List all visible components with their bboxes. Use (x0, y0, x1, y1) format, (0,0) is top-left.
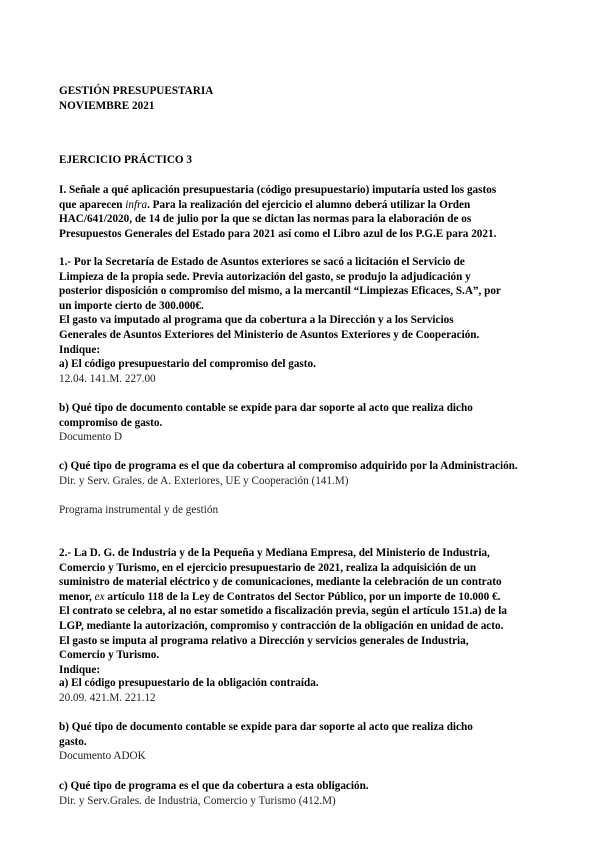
case-2-line: suministro de material eléctrico y de comunicaciones, mediante la celebración de un contrato (59, 576, 502, 589)
document-title: GESTIÓN PRESUPUESTARIA (59, 85, 214, 97)
case-1-statement (59, 255, 559, 357)
answer-text: Documento D (59, 431, 123, 444)
case-2-line: Comercio y Turismo, en el ejercicio presupuestario de 2021, realiza la adquisición de un (59, 561, 477, 574)
case-2-statement (59, 546, 559, 677)
answer-text: Dir. y Serv.Grales. de Industria, Comercio y Turismo (412.M) (59, 794, 336, 807)
intro-line (59, 198, 559, 213)
intro-emphasis: infra (125, 198, 148, 211)
intro-line: Presupuestos Generales del Estado para 2021 así como el Libro azul de los P.G.E para 2021. (59, 227, 497, 240)
case-1-line: Indique: (59, 343, 101, 356)
question-text: b) Qué tipo de documento contable se expide para dar soporte al acto que realiza dicho (59, 721, 473, 733)
case-1-line: El gasto va imputado al programa que da cobertura a la Dirección y a los Servicios (59, 314, 454, 327)
intro-text: que aparecen (59, 198, 126, 211)
intro-line: I. Señale a qué aplicación presupuestaria (código presupuestario) imputaría usted los gastos (59, 184, 497, 196)
case-1-line: un importe cierto de 300.000€. (59, 299, 204, 312)
case-1-program-note: Programa instrumental y de gestión (59, 504, 219, 516)
case-2-line: El gasto se imputa al programa relativo a Dirección y servicios generales de Industria, (59, 634, 469, 647)
case-2-question-c (59, 779, 559, 808)
case-1-question-c (59, 459, 559, 488)
question-text: c) Qué tipo de programa es el que da cobertura al compromiso adquirido por la Administración. (59, 460, 518, 472)
answer-text: 20.09. 421.M. 221.12 (59, 691, 156, 704)
answer-text: Documento ADOK (59, 750, 146, 763)
case-2-question-a (59, 676, 559, 705)
case-1-line: Generales de Asuntos Exteriores del Ministerio de Asuntos Exteriores y de Cooperación. (59, 328, 480, 341)
document-date: NOVIEMBRE 2021 (59, 99, 155, 112)
document-header (59, 84, 559, 113)
answer-text: Dir. y Serv. Grales. de A. Exteriores, UE y Cooperación (141.M) (59, 474, 349, 487)
answer-text: 12.04. 141.M. 227.00 (59, 372, 156, 385)
case-2-line: 2.- La D. G. de Industria y de la Pequeña y Mediana Empresa, del Ministerio de Industria, (59, 547, 490, 559)
case-2-text: artículo 118 de la Ley de Contratos del Sector Público, por un importe de 10.000 €. (104, 590, 501, 603)
case-1-line: posterior disposición o compromiso del mismo, a la mercantil “Limpiezas Eficaces, S.A”, por (59, 285, 501, 298)
case-2-line: LGP, mediante la autorización, compromiso y contracción de la obligación en unidad de acto. (59, 619, 504, 632)
question-text: b) Qué tipo de documento contable se expide para dar soporte al acto que realiza dicho (59, 402, 473, 414)
question-text: a) El código presupuestario del compromiso del gasto. (59, 358, 316, 370)
case-1-line: Limpieza de la propia sede. Previa autorización del gasto, se produjo la adjudicación y (59, 270, 471, 283)
intro-paragraph (59, 183, 559, 241)
question-text: compromiso de gasto. (59, 416, 163, 429)
case-2-text: menor, (59, 590, 95, 603)
question-text: gasto. (59, 735, 87, 748)
case-2-line: El contrato se celebra, al no estar sometido a fiscalización previa, según el artículo 151.a) de la (59, 605, 507, 618)
intro-text: . Para la realización del ejercicio el alumno deberá utilizar la Orden (147, 198, 471, 211)
question-text: c) Qué tipo de programa es el que da cobertura a esta obligación. (59, 780, 369, 792)
question-text: a) El código presupuestario de la obligación contraída. (59, 677, 319, 689)
case-1-question-a (59, 357, 559, 386)
case-2-line: Comercio y Turismo. (59, 649, 160, 662)
case-2-question-b (59, 720, 559, 764)
exercise-title: EJERCICIO PRÁCTICO 3 (59, 154, 193, 166)
case-2-line: Indique: (59, 663, 101, 676)
case-1-question-b (59, 401, 559, 445)
case-2-emphasis: ex (94, 590, 105, 603)
case-2-line (59, 590, 559, 605)
case-1-line: 1.- Por la Secretaría de Estado de Asuntos exteriores se sacó a licitación el Servicio de (59, 256, 465, 268)
intro-line: HAC/641/2020, de 14 de julio por la que se dictan las normas para la elaboración de os (59, 213, 472, 226)
